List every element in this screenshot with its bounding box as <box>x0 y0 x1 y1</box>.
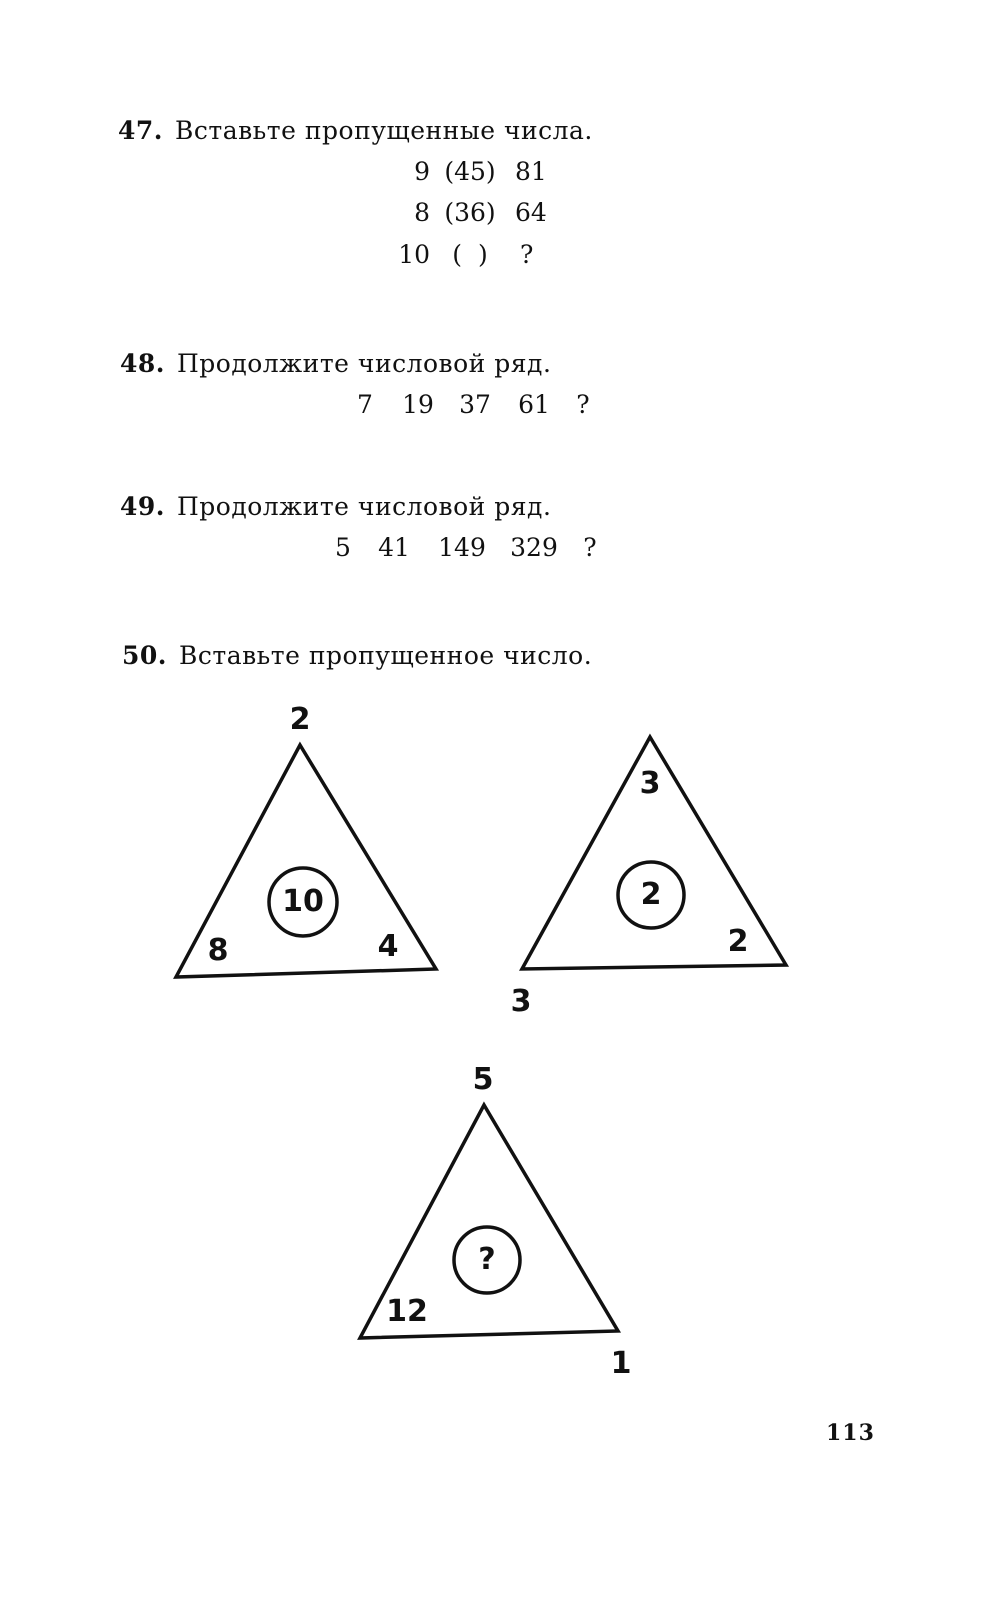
table-cell: ? <box>520 240 534 269</box>
table-cell: 8 <box>414 198 430 227</box>
sequence-term: 149 <box>438 533 486 562</box>
sequence-term: 41 <box>378 533 410 562</box>
triangle-1-right-number: 4 <box>377 929 399 964</box>
table-cell: ( ) <box>452 240 488 269</box>
table-cell: 9 <box>414 157 430 186</box>
triangle-3-top-number: 5 <box>472 1062 494 1097</box>
triangle-3-right-number: 1 <box>610 1346 632 1381</box>
triangle-3-center-number: ? <box>478 1242 496 1277</box>
triangle-1-top-number: 2 <box>289 702 311 737</box>
sequence-term: ? <box>576 390 590 419</box>
sequence-term: 5 <box>335 533 351 562</box>
triangle-3-left-number: 12 <box>386 1294 428 1329</box>
problem-instruction: Вставьте пропущенное число. <box>179 641 593 670</box>
problem-instruction: Вставьте пропущенные числа. <box>175 116 593 145</box>
sequence-term: 329 <box>510 533 558 562</box>
problem-number: 49. <box>120 492 165 521</box>
problem-instruction: Продолжите числовой ряд. <box>177 349 552 378</box>
triangle-2-left-number: 3 <box>510 984 532 1019</box>
problem-instruction: Продолжите числовой ряд. <box>177 492 552 521</box>
table-cell: (36) <box>444 198 496 227</box>
triangle-2-center-number: 2 <box>640 877 662 912</box>
triangle-2-right-number: 2 <box>727 924 749 959</box>
triangle-1-center-number: 10 <box>282 884 324 919</box>
sequence-term: 61 <box>518 390 550 419</box>
table-cell: 64 <box>515 198 547 227</box>
problem-number: 47. <box>118 116 163 145</box>
problem-number: 50. <box>122 641 167 670</box>
sequence-term: 37 <box>459 390 491 419</box>
table-cell: (45) <box>444 157 496 186</box>
sequence-term: 7 <box>357 390 373 419</box>
triangle-2-top-number: 3 <box>639 766 661 801</box>
table-cell: 81 <box>515 157 547 186</box>
triangle-1-left-number: 8 <box>207 933 229 968</box>
sequence-term: 19 <box>402 390 434 419</box>
table-cell: 10 <box>398 240 430 269</box>
problem-number: 48. <box>120 349 165 378</box>
page-number: 113 <box>826 1420 875 1446</box>
sequence-term: ? <box>583 533 597 562</box>
